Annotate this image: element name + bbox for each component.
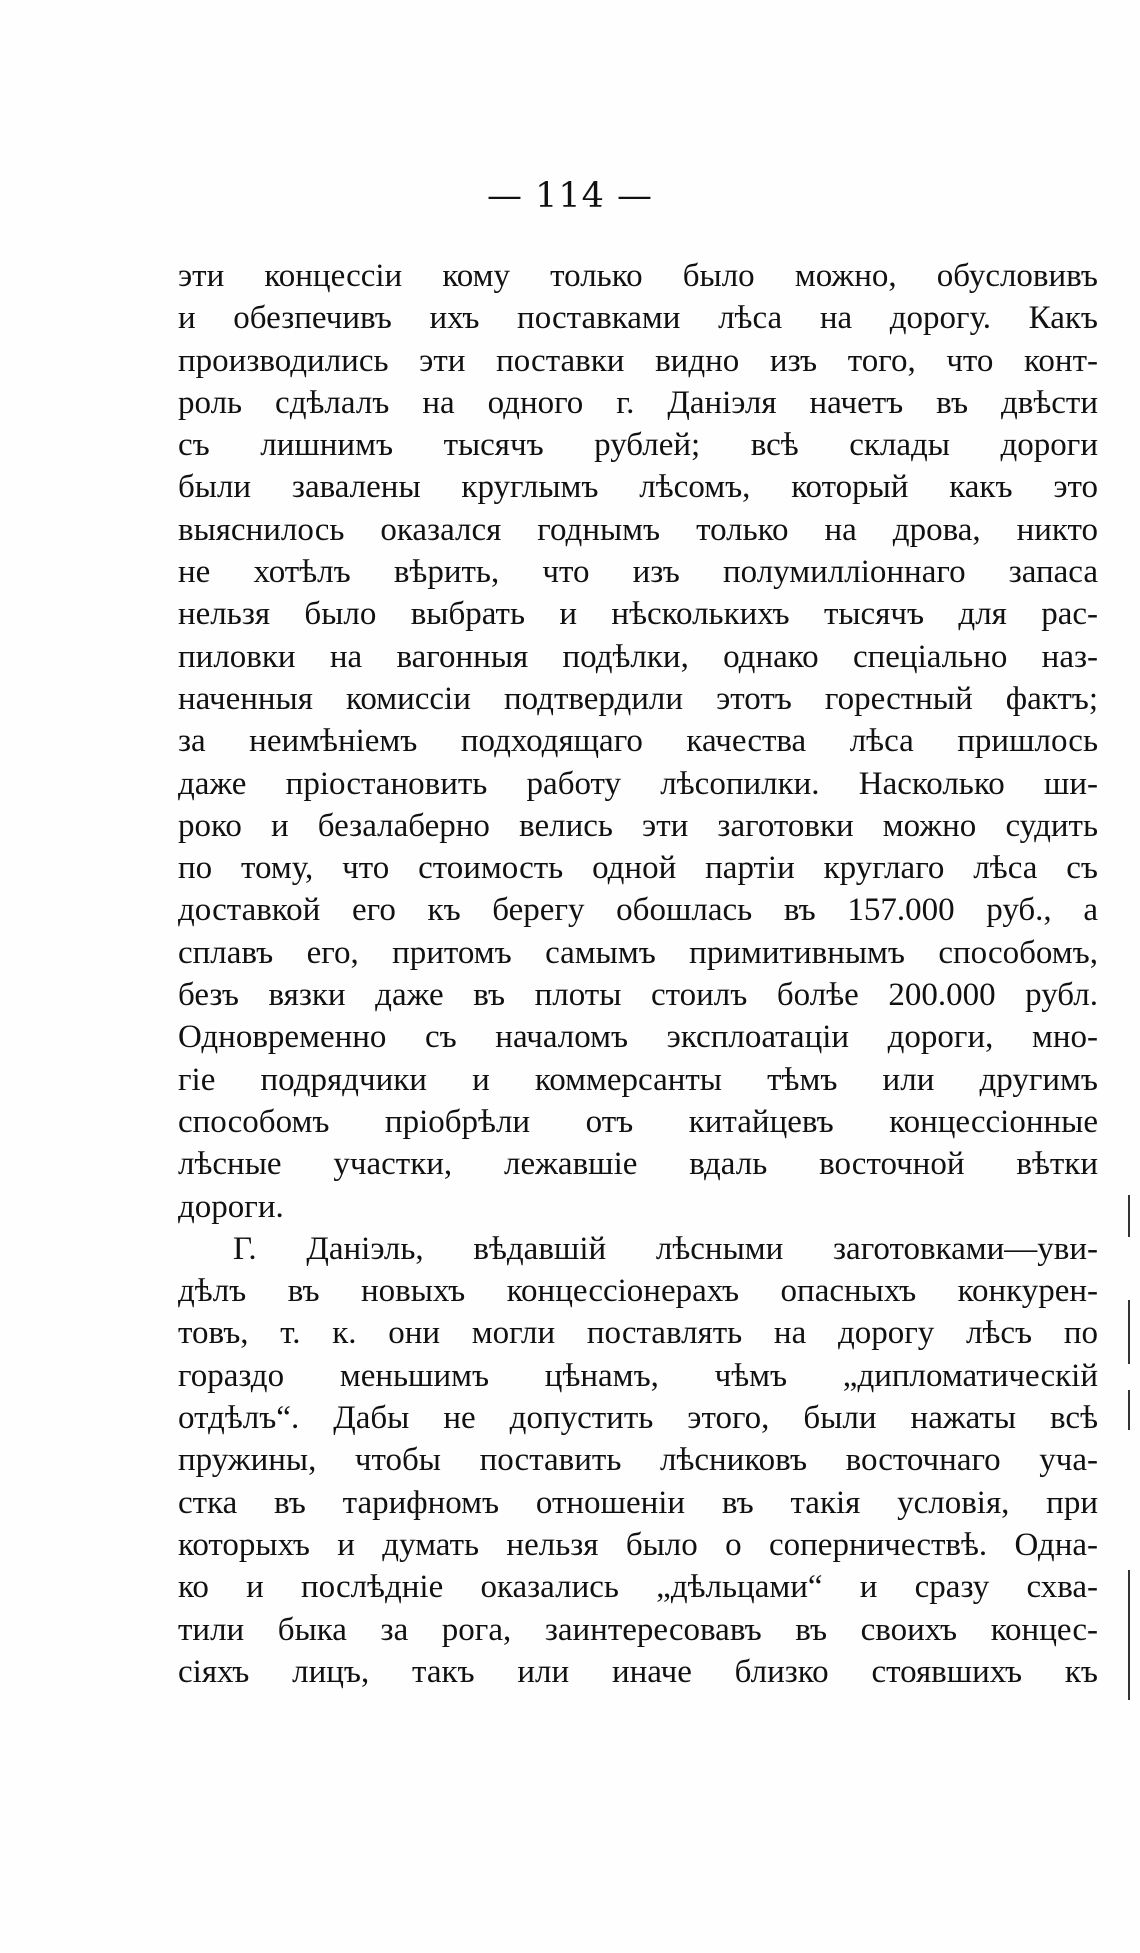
text-line: дѣлъ въ новыхъ концессіонерахъ опасныхъ конкурен- (178, 1273, 1098, 1310)
text-line: нельзя было выбрать и нѣсколькихъ тысячъ для рас- (178, 596, 1098, 633)
text-line: даже пріостановить работу лѣсопилки. Насколько ши- (178, 765, 1098, 802)
text-line: стка въ тарифномъ отношеніи въ такія условія, при (178, 1484, 1098, 1521)
text-line: роко и безалаберно велись эти заготовки можно судить (178, 807, 1098, 844)
text-line: тили быка за рога, заинтересовавъ въ своихъ концес- (178, 1611, 1098, 1648)
body-text (178, 255, 1098, 1693)
text-line: которыхъ и думать нельзя было о соперничествѣ. Одна- (178, 1526, 1098, 1563)
text-line: лѣсные участки, лежавшіе вдаль восточной вѣтки (178, 1146, 1098, 1183)
text-line: наченныя комиссіи подтвердили этотъ горестный фактъ; (178, 680, 1098, 717)
text-line: Одновременно съ началомъ эксплоатаціи дороги, мно- (178, 1019, 1098, 1056)
scan-edge-mark (1128, 1195, 1130, 1237)
text-line: были завалены круглымъ лѣсомъ, который какъ это (178, 469, 1098, 506)
text-line: эти концессіи кому только было можно, обусловивъ (178, 258, 1098, 294)
text-line: ко и послѣдніе оказались „дѣльцами“ и сразу схва- (178, 1569, 1098, 1606)
page-number: — 114 — (486, 176, 654, 216)
text-line: товъ, т. к. они могли поставлять на дорогу лѣсъ по (178, 1315, 1098, 1352)
text-line: гіе подрядчики и коммерсанты тѣмъ или другимъ (178, 1061, 1098, 1098)
text-line: за неимѣніемъ подходящаго качества лѣса пришлось (178, 723, 1098, 760)
text-line: сплавъ его, притомъ самымъ примитивнымъ способомъ, (178, 934, 1098, 971)
paragraph-end-line: дороги. (178, 1188, 284, 1225)
text-line: гораздо меньшимъ цѣнамъ, чѣмъ „дипломатическій (178, 1357, 1098, 1394)
scan-edge-mark (1128, 1570, 1130, 1700)
scan-edge-mark (1128, 1300, 1130, 1364)
scan-edge-mark (1128, 1390, 1130, 1430)
text-line: не хотѣлъ вѣрить, что изъ полумилліоннаго запаса (178, 554, 1098, 591)
text-line: сіяхъ лицъ, такъ или иначе близко стоявшихъ къ (178, 1653, 1098, 1690)
text-line: по тому, что стоимость одной партіи круглаго лѣса съ (178, 850, 1098, 887)
text-line: безъ вязки даже въ плоты стоилъ болѣе 200.000 рубл. (178, 977, 1098, 1014)
paragraph-start-line: Г. Даніэль, вѣдавшій лѣсными заготовками—уви- (233, 1230, 1098, 1267)
text-line: производились эти поставки видно изъ того, что конт- (178, 342, 1098, 379)
text-line: отдѣлъ“. Дабы не допустить этого, были нажаты всѣ (178, 1400, 1098, 1437)
text-line: выяснилось оказался годнымъ только на дрова, никто (178, 511, 1098, 548)
text-line: роль сдѣлалъ на одного г. Даніэля начетъ въ двѣсти (178, 384, 1098, 421)
text-line: и обезпечивъ ихъ поставками лѣса на дорогу. Какъ (178, 300, 1098, 337)
text-line: доставкой его къ берегу обошлась въ 157.000 руб., а (178, 892, 1098, 929)
text-line: съ лишнимъ тысячъ рублей; всѣ склады дороги (178, 427, 1098, 464)
text-line: пружины, чтобы поставить лѣсниковъ восточнаго уча- (178, 1442, 1098, 1479)
text-line: способомъ пріобрѣли отъ китайцевъ концессіонные (178, 1103, 1098, 1140)
text-line: пиловки на вагонныя подѣлки, однако спеціально наз- (178, 638, 1098, 675)
